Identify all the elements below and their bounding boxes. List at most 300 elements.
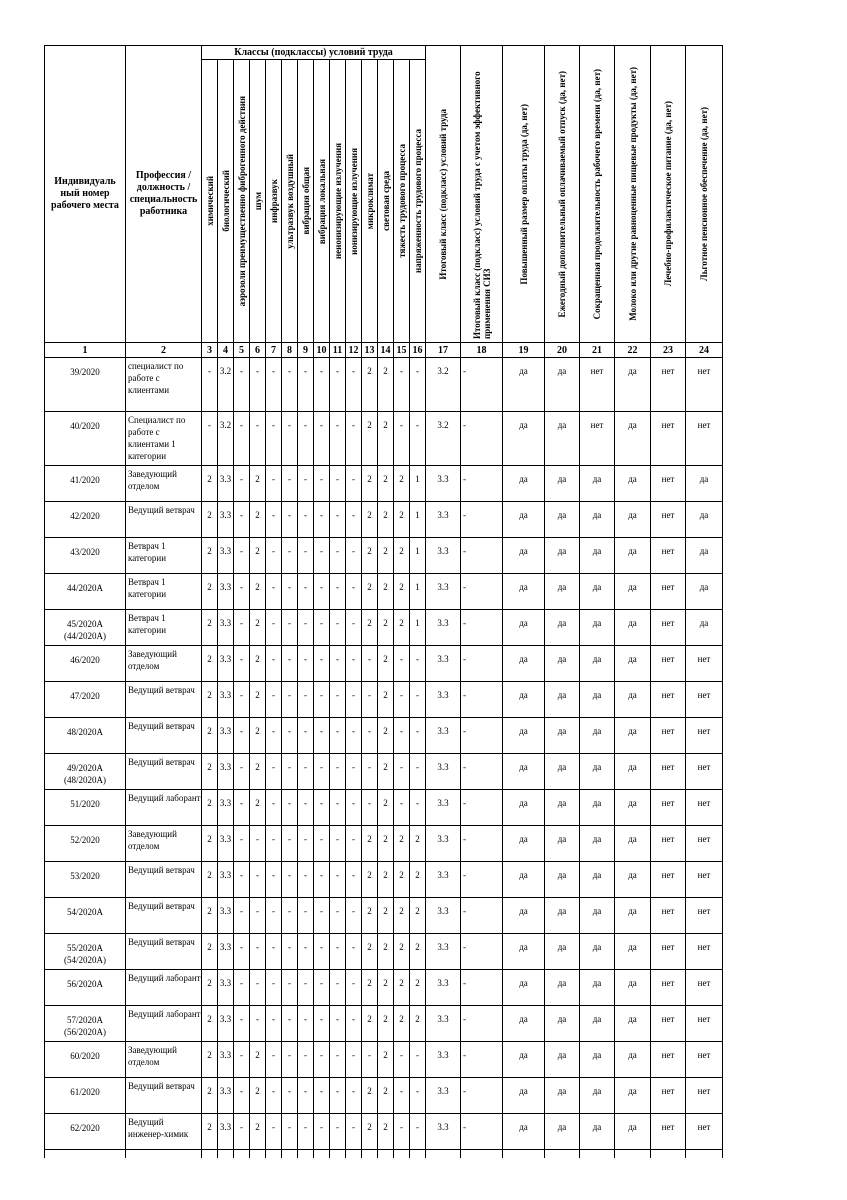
profession-cell: Ведущий инженер-химик	[126, 1114, 202, 1150]
column-number: 2	[126, 343, 202, 358]
value-cell-col24: нет	[686, 754, 723, 790]
value-cell-col23: нет	[651, 826, 686, 862]
value-cell-col24: нет	[686, 682, 723, 718]
value-cell-col20: да	[545, 538, 580, 574]
value-cell-col13: 2	[362, 1114, 378, 1150]
workplace-number-cell: 52/2020	[45, 826, 126, 862]
working-conditions-table	[44, 45, 723, 1158]
workplace-number-cell: 54/2020А	[45, 898, 126, 934]
header-col19	[503, 46, 545, 343]
value-cell-col15: -	[394, 1078, 410, 1114]
header-col24	[686, 46, 723, 343]
value-cell-col17: 3.3	[426, 682, 461, 718]
value-cell-col23: нет	[651, 970, 686, 1006]
value-cell-col14: 2	[378, 466, 394, 502]
table-row	[45, 718, 723, 754]
value-cell-col20: да	[545, 502, 580, 538]
value-cell-col19: да	[503, 1042, 545, 1078]
value-cell-col10: -	[314, 466, 330, 502]
value-cell-col21: да	[580, 574, 615, 610]
value-cell-col7: -	[266, 574, 282, 610]
column-number: 7	[266, 343, 282, 358]
value-cell-col8: -	[282, 466, 298, 502]
profession-cell: Ведущий лаборант	[126, 970, 202, 1006]
value-cell-col17: 3.3	[426, 754, 461, 790]
workplace-number-cell: 56/2020А	[45, 970, 126, 1006]
value-cell-col22: да	[615, 718, 651, 754]
value-cell-col9: -	[298, 826, 314, 862]
workplace-number-cell: 43/2020	[45, 538, 126, 574]
workplace-number-cell: 53/2020	[45, 862, 126, 898]
value-cell-col14: 2	[378, 1042, 394, 1078]
value-cell-col9: -	[298, 862, 314, 898]
value-cell-col19: да	[503, 718, 545, 754]
table-row	[45, 934, 723, 970]
value-cell-col23: нет	[651, 1042, 686, 1078]
value-cell-col3: 2	[202, 1078, 218, 1114]
value-cell-col11: -	[330, 718, 346, 754]
value-cell-col14: 2	[378, 1078, 394, 1114]
value-cell-col4: 3.3	[218, 1042, 234, 1078]
value-cell-col11: -	[330, 754, 346, 790]
value-cell-col8: -	[282, 862, 298, 898]
value-cell-col23: нет	[651, 574, 686, 610]
value-cell-col3: 2	[202, 790, 218, 826]
value-cell-col12: -	[346, 1042, 362, 1078]
value-cell-col13: -	[362, 682, 378, 718]
value-cell-col5: -	[234, 412, 250, 466]
value-cell-col8: -	[282, 1114, 298, 1150]
value-cell-col23: нет	[651, 754, 686, 790]
header-profession-text: Профессия / должность / специальность работника	[129, 170, 198, 217]
value-cell-col17: 3.3	[426, 1006, 461, 1042]
header-factor-10	[314, 60, 330, 343]
value-cell-col15: -	[394, 754, 410, 790]
value-cell-col15: 2	[394, 898, 410, 934]
value-cell-col8: -	[282, 934, 298, 970]
value-cell-col18: -	[461, 790, 503, 826]
value-cell-col7: -	[266, 412, 282, 466]
header-factor-13	[362, 60, 378, 343]
value-cell-col16: -	[410, 412, 426, 466]
value-cell-col19: да	[503, 682, 545, 718]
value-cell-col3: 2	[202, 970, 218, 1006]
value-cell-col10: -	[314, 610, 330, 646]
value-cell-col23: нет	[651, 538, 686, 574]
value-cell-col20: да	[545, 1114, 580, 1150]
value-cell-col7: -	[266, 970, 282, 1006]
value-cell-col12: -	[346, 412, 362, 466]
column-number: 17	[426, 343, 461, 358]
value-cell-col21: да	[580, 754, 615, 790]
value-cell-col9: -	[298, 412, 314, 466]
table-row	[45, 754, 723, 790]
value-cell-col15: 2	[394, 934, 410, 970]
value-cell-col18: -	[461, 1114, 503, 1150]
value-cell-col5: -	[234, 502, 250, 538]
value-cell-col7: -	[266, 358, 282, 412]
value-cell-col11: -	[330, 682, 346, 718]
value-cell-col11: -	[330, 466, 346, 502]
value-cell-col12: -	[346, 1078, 362, 1114]
value-cell-col19: да	[503, 1078, 545, 1114]
header-factor-text: биологический	[220, 170, 231, 232]
value-cell-col6: 2	[250, 1078, 266, 1114]
value-cell-col19: да	[503, 970, 545, 1006]
value-cell-col4: 3.3	[218, 682, 234, 718]
value-cell-col5: -	[234, 898, 250, 934]
profession-cell: Заведующий отделом	[126, 466, 202, 502]
value-cell-col5: -	[234, 1006, 250, 1042]
value-cell-col24: нет	[686, 790, 723, 826]
value-cell-col7: -	[266, 502, 282, 538]
value-cell-col8: -	[282, 412, 298, 466]
value-cell-col19: да	[503, 790, 545, 826]
value-cell-col14: 2	[378, 934, 394, 970]
value-cell-col7: -	[266, 610, 282, 646]
value-cell-col7: -	[266, 646, 282, 682]
value-cell-col9: -	[298, 682, 314, 718]
value-cell-col11: -	[330, 1114, 346, 1150]
value-cell-col4: 3.2	[218, 358, 234, 412]
column-number: 20	[545, 343, 580, 358]
value-cell-col24: нет	[686, 934, 723, 970]
value-cell-col10: -	[314, 646, 330, 682]
value-cell-col10: -	[314, 682, 330, 718]
value-cell-col13: 2	[362, 970, 378, 1006]
value-cell-col17: 3.2	[426, 412, 461, 466]
value-cell-col14: 2	[378, 862, 394, 898]
value-cell-col10: -	[314, 790, 330, 826]
value-cell-col9: -	[298, 538, 314, 574]
value-cell-col10: -	[314, 502, 330, 538]
value-cell-col7: -	[266, 826, 282, 862]
value-cell-col6: 2	[250, 682, 266, 718]
header-classes-group	[202, 46, 426, 60]
value-cell-col14: 2	[378, 826, 394, 862]
value-cell-col23: нет	[651, 610, 686, 646]
header-col17-text: Итоговый класс (подкласс) условий труда	[438, 108, 448, 280]
value-cell-col21: да	[580, 466, 615, 502]
document-page	[44, 45, 723, 1158]
value-cell-col18: -	[461, 358, 503, 412]
value-cell-col4: 3.3	[218, 826, 234, 862]
value-cell-col3: 2	[202, 934, 218, 970]
value-cell-col6: 2	[250, 790, 266, 826]
value-cell-col4: 3.3	[218, 1078, 234, 1114]
value-cell-col7: -	[266, 898, 282, 934]
header-workplace-number-text: Индивидуаль ный номер рабочего места	[51, 176, 119, 211]
workplace-number-cell: 41/2020	[45, 466, 126, 502]
value-cell-col16: 1	[410, 610, 426, 646]
value-cell-col18: -	[461, 1006, 503, 1042]
value-cell-col20: да	[545, 862, 580, 898]
value-cell-col10: -	[314, 1006, 330, 1042]
value-cell-col15: 2	[394, 862, 410, 898]
value-cell-col9: -	[298, 502, 314, 538]
value-cell-col7: -	[266, 754, 282, 790]
value-cell-col5: -	[234, 682, 250, 718]
value-cell-col21: да	[580, 934, 615, 970]
value-cell-col9: -	[298, 610, 314, 646]
header-factor-text: вибрация общая	[300, 167, 311, 235]
value-cell-col14: 2	[378, 502, 394, 538]
value-cell-col7: -	[266, 1006, 282, 1042]
value-cell-col18: -	[461, 538, 503, 574]
value-cell-col4: 3.2	[218, 412, 234, 466]
value-cell-col20: да	[545, 1006, 580, 1042]
value-cell-col14: 2	[378, 1114, 394, 1150]
value-cell-col22: да	[615, 790, 651, 826]
value-cell-col23: нет	[651, 412, 686, 466]
value-cell-col17: 3.2	[426, 358, 461, 412]
value-cell-col10: -	[314, 358, 330, 412]
value-cell-col3: 2	[202, 646, 218, 682]
value-cell-col15: -	[394, 718, 410, 754]
profession-cell: Ведущий ветврач	[126, 1078, 202, 1114]
value-cell-col9: -	[298, 898, 314, 934]
value-cell-col12: -	[346, 574, 362, 610]
profession-cell: Ветврач 1 категории	[126, 610, 202, 646]
value-cell-col20: да	[545, 466, 580, 502]
value-cell-col18: -	[461, 466, 503, 502]
value-cell-col8: -	[282, 1006, 298, 1042]
header-factor-16	[410, 60, 426, 343]
header-col17	[426, 46, 461, 343]
value-cell-col4: 3.3	[218, 466, 234, 502]
column-number: 13	[362, 343, 378, 358]
value-cell-col6: 2	[250, 754, 266, 790]
value-cell-col6: -	[250, 898, 266, 934]
value-cell-col16: 1	[410, 538, 426, 574]
value-cell-col20: да	[545, 1042, 580, 1078]
profession-cell: Ведущий ветврач	[126, 754, 202, 790]
table-row	[45, 898, 723, 934]
header-factor-14	[378, 60, 394, 343]
value-cell-col14: 2	[378, 718, 394, 754]
value-cell-col24: нет	[686, 970, 723, 1006]
value-cell-col23: нет	[651, 1006, 686, 1042]
column-number: 21	[580, 343, 615, 358]
table-row	[45, 412, 723, 466]
column-number: 8	[282, 343, 298, 358]
value-cell-col5: -	[234, 574, 250, 610]
value-cell-col3: 2	[202, 898, 218, 934]
value-cell-col20: да	[545, 412, 580, 466]
value-cell-col10: -	[314, 862, 330, 898]
value-cell-col10: -	[314, 934, 330, 970]
value-cell-col22: да	[615, 466, 651, 502]
table-row	[45, 682, 723, 718]
value-cell-col7: -	[266, 538, 282, 574]
value-cell-col9: -	[298, 718, 314, 754]
value-cell-col6: -	[250, 358, 266, 412]
value-cell-col3: 2	[202, 1042, 218, 1078]
header-col23	[651, 46, 686, 343]
value-cell-col5: -	[234, 538, 250, 574]
value-cell-col24: да	[686, 574, 723, 610]
column-number: 11	[330, 343, 346, 358]
value-cell-col3: 2	[202, 502, 218, 538]
value-cell-col5: -	[234, 826, 250, 862]
column-number: 15	[394, 343, 410, 358]
value-cell-col23: нет	[651, 358, 686, 412]
value-cell-col8: -	[282, 502, 298, 538]
header-factor-11	[330, 60, 346, 343]
value-cell-col21: да	[580, 538, 615, 574]
value-cell-col12: -	[346, 1006, 362, 1042]
value-cell-col14: 2	[378, 790, 394, 826]
value-cell-col9: -	[298, 1006, 314, 1042]
value-cell-col17: 3.3	[426, 790, 461, 826]
header-col22	[615, 46, 651, 343]
value-cell-col23: нет	[651, 934, 686, 970]
value-cell-col8: -	[282, 970, 298, 1006]
column-number: 6	[250, 343, 266, 358]
value-cell-col10: -	[314, 412, 330, 466]
table-row	[45, 466, 723, 502]
value-cell-col8: -	[282, 646, 298, 682]
value-cell-col8: -	[282, 754, 298, 790]
value-cell-col7: -	[266, 790, 282, 826]
value-cell-col22: да	[615, 412, 651, 466]
header-factor-text: тяжесть трудового процесса	[396, 144, 407, 258]
value-cell-col4: 3.3	[218, 1006, 234, 1042]
value-cell-col16: -	[410, 1078, 426, 1114]
header-factor-text: вибрация локальная	[316, 158, 327, 244]
workplace-number-cell: 60/2020	[45, 1042, 126, 1078]
value-cell-col23: нет	[651, 466, 686, 502]
value-cell-col3: 2	[202, 754, 218, 790]
workplace-number-cell: 49/2020А (48/2020А)	[45, 754, 126, 790]
value-cell-col12: -	[346, 502, 362, 538]
value-cell-col17: 3.3	[426, 718, 461, 754]
value-cell-col4: 3.3	[218, 502, 234, 538]
value-cell-col11: -	[330, 898, 346, 934]
value-cell-col11: -	[330, 862, 346, 898]
value-cell-col18: -	[461, 898, 503, 934]
value-cell-col20: да	[545, 574, 580, 610]
value-cell-col18: -	[461, 970, 503, 1006]
value-cell-col19: да	[503, 358, 545, 412]
value-cell-col8: -	[282, 826, 298, 862]
value-cell-col6: -	[250, 826, 266, 862]
profession-cell: Ведущий ветврач	[126, 502, 202, 538]
value-cell-col18: -	[461, 826, 503, 862]
value-cell-col10: -	[314, 826, 330, 862]
value-cell-col3: 2	[202, 466, 218, 502]
header-factor-7	[266, 60, 282, 343]
value-cell-col10: -	[314, 574, 330, 610]
value-cell-col17: 3.3	[426, 934, 461, 970]
value-cell-col24: нет	[686, 1042, 723, 1078]
value-cell-col13: 2	[362, 538, 378, 574]
value-cell-col23: нет	[651, 1078, 686, 1114]
value-cell-col9: -	[298, 1042, 314, 1078]
value-cell-col24: нет	[686, 862, 723, 898]
value-cell-col15: -	[394, 412, 410, 466]
column-number: 12	[346, 343, 362, 358]
column-number: 19	[503, 343, 545, 358]
profession-cell: Ведущий ветврач	[126, 862, 202, 898]
column-numbers-row	[45, 343, 723, 358]
value-cell-col14: 2	[378, 358, 394, 412]
column-number: 3	[202, 343, 218, 358]
table-row	[45, 1114, 723, 1150]
value-cell-col22: да	[615, 574, 651, 610]
value-cell-col15: 2	[394, 502, 410, 538]
value-cell-col21: нет	[580, 358, 615, 412]
value-cell-col13: 2	[362, 934, 378, 970]
value-cell-col6: 2	[250, 610, 266, 646]
value-cell-col15: -	[394, 646, 410, 682]
value-cell-col11: -	[330, 1078, 346, 1114]
value-cell-col7: -	[266, 862, 282, 898]
header-factor-text: световая среда	[380, 171, 391, 231]
value-cell-col11: -	[330, 790, 346, 826]
value-cell-col8: -	[282, 574, 298, 610]
value-cell-col5: -	[234, 610, 250, 646]
value-cell-col11: -	[330, 574, 346, 610]
header-col24-text: Льготное пенсионное обеспечение (да, нет)	[699, 107, 709, 281]
value-cell-col20: да	[545, 682, 580, 718]
value-cell-col16: 2	[410, 862, 426, 898]
header-factor-4	[218, 60, 234, 343]
value-cell-col12: -	[346, 538, 362, 574]
value-cell-col7: -	[266, 466, 282, 502]
header-factor-text: шум	[252, 192, 263, 211]
profession-cell: Ведущий ветврач	[126, 682, 202, 718]
value-cell-col24: да	[686, 502, 723, 538]
value-cell-col17: 3.3	[426, 502, 461, 538]
value-cell-col24: нет	[686, 412, 723, 466]
value-cell-col18: -	[461, 754, 503, 790]
workplace-number-cell: 45/2020А (44/2020А)	[45, 610, 126, 646]
table-row	[45, 1042, 723, 1078]
value-cell-col4: 3.3	[218, 610, 234, 646]
value-cell-col9: -	[298, 754, 314, 790]
header-profession	[126, 46, 202, 343]
value-cell-col11: -	[330, 934, 346, 970]
value-cell-col3: 2	[202, 826, 218, 862]
value-cell-col5: -	[234, 790, 250, 826]
header-col18	[461, 46, 503, 343]
value-cell-col4: 3.3	[218, 538, 234, 574]
value-cell-col16: 2	[410, 934, 426, 970]
table-row	[45, 358, 723, 412]
value-cell-col4: 3.3	[218, 970, 234, 1006]
value-cell-col8: -	[282, 682, 298, 718]
value-cell-col19: да	[503, 898, 545, 934]
value-cell-col19: да	[503, 412, 545, 466]
value-cell-col15: -	[394, 790, 410, 826]
value-cell-col12: -	[346, 466, 362, 502]
value-cell-col20: да	[545, 790, 580, 826]
value-cell-col16: -	[410, 358, 426, 412]
value-cell-col14: 2	[378, 682, 394, 718]
value-cell-col8: -	[282, 610, 298, 646]
value-cell-col11: -	[330, 1042, 346, 1078]
value-cell-col22: да	[615, 502, 651, 538]
header-factor-text: микроклимат	[364, 172, 375, 230]
value-cell-col21: да	[580, 682, 615, 718]
table-row	[45, 538, 723, 574]
value-cell-col3: 2	[202, 574, 218, 610]
value-cell-col15: 2	[394, 574, 410, 610]
value-cell-col13: 2	[362, 358, 378, 412]
header-col20	[545, 46, 580, 343]
value-cell-col8: -	[282, 358, 298, 412]
